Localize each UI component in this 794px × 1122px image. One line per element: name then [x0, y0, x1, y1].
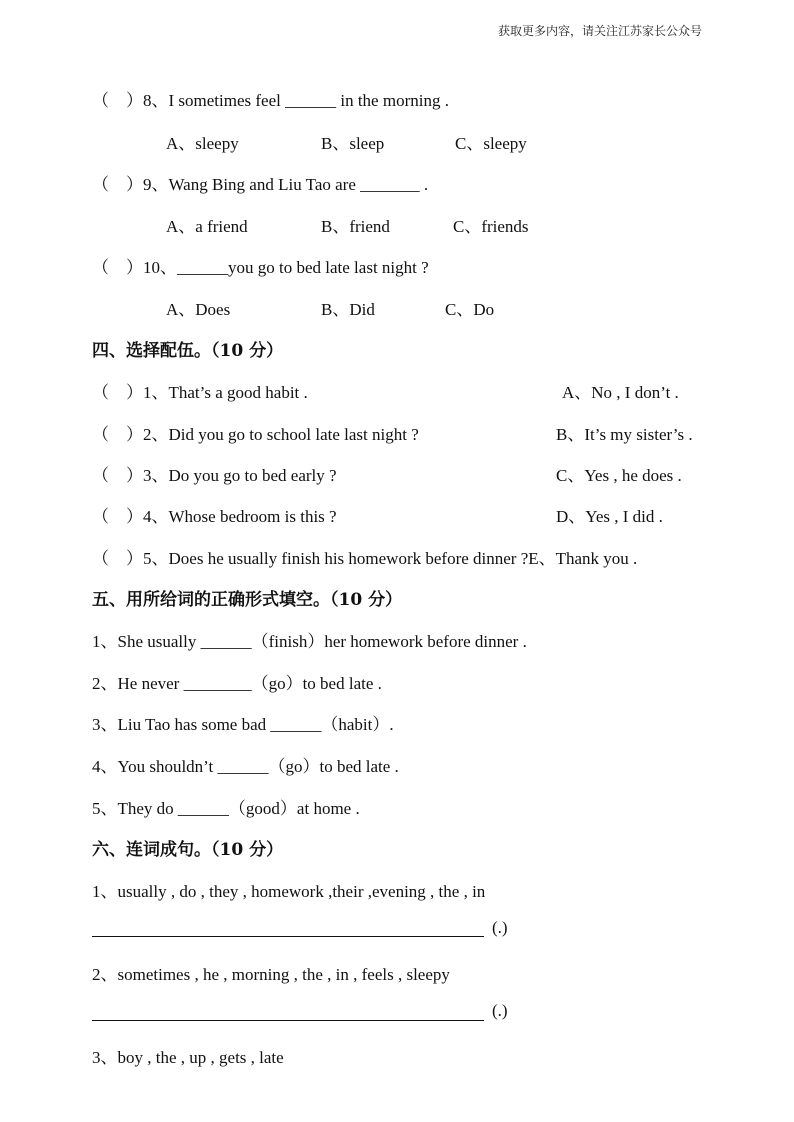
match-answer-b: B、It’s my sister’s .: [556, 425, 693, 444]
fill-item-5: 5、They do ______（good）at home .: [92, 799, 360, 818]
match-answer-c: C、Yes , he does .: [556, 466, 682, 485]
q8-option-a: A、sleepy: [166, 134, 239, 153]
match-item-4: （ ）4、Whose bedroom is this ?: [92, 507, 337, 526]
fill-item-1: 1、She usually ______（finish）her homework before dinner .: [92, 632, 527, 651]
match-item-2: （ ）2、Did you go to school late last night ?: [92, 425, 419, 444]
fill-item-2: 2、He never ________（go）to bed late .: [92, 674, 382, 693]
question-9: （ ）9、Wang Bing and Liu Tao are _______ .: [92, 175, 429, 194]
question-10: （ ）10、______you go to bed late last night ?: [92, 258, 429, 277]
q9-option-a: A、a friend: [166, 217, 248, 236]
q10-option-a: A、Does: [166, 300, 231, 319]
q8-option-c: C、sleepy: [455, 134, 527, 153]
sentence-item-2: 2、sometimes , he , morning , the , in , feels , sleepy: [92, 965, 450, 984]
q10-option-b: B、Did: [321, 300, 375, 319]
answer-tail-1: (.): [492, 918, 508, 937]
section-5-title: 五、用所给词的正确形式填空。（10 分）: [92, 590, 403, 610]
q8-option-b: B、sleep: [321, 134, 385, 153]
match-item-1: （ ）1、That’s a good habit .: [92, 383, 308, 402]
q9-option-b: B、friend: [321, 217, 390, 236]
page-header-note: 获取更多内容，请关注江苏家长公众号: [497, 24, 702, 38]
match-item-3: （ ）3、Do you go to bed early ?: [92, 466, 337, 485]
sentence-item-1: 1、usually , do , they , homework ,their ,evening , the , in: [92, 882, 486, 901]
match-item-5: （ ）5、Does he usually finish his homework before dinner ?E、Thank you .: [92, 549, 638, 568]
q9-option-c: C、friends: [453, 217, 529, 236]
fill-item-4: 4、You shouldn’t ______（go）to bed late .: [92, 757, 399, 776]
sentence-item-3: 3、boy , the , up , gets , late: [92, 1048, 284, 1067]
answer-line-2: [92, 1020, 484, 1021]
answer-tail-2: (.): [492, 1001, 508, 1020]
section-4-title: 四、选择配伍。（10 分）: [92, 341, 284, 361]
match-answer-d: D、Yes , I did .: [556, 507, 663, 526]
answer-line-1: [92, 936, 484, 937]
q10-option-c: C、Do: [445, 300, 495, 319]
question-8: （ ）8、I sometimes feel ______ in the morning .: [92, 91, 449, 110]
match-answer-a: A、No , I don’t .: [562, 383, 679, 402]
section-6-title: 六、连词成句。（10 分）: [92, 840, 284, 860]
fill-item-3: 3、Liu Tao has some bad ______（habit）.: [92, 715, 394, 734]
